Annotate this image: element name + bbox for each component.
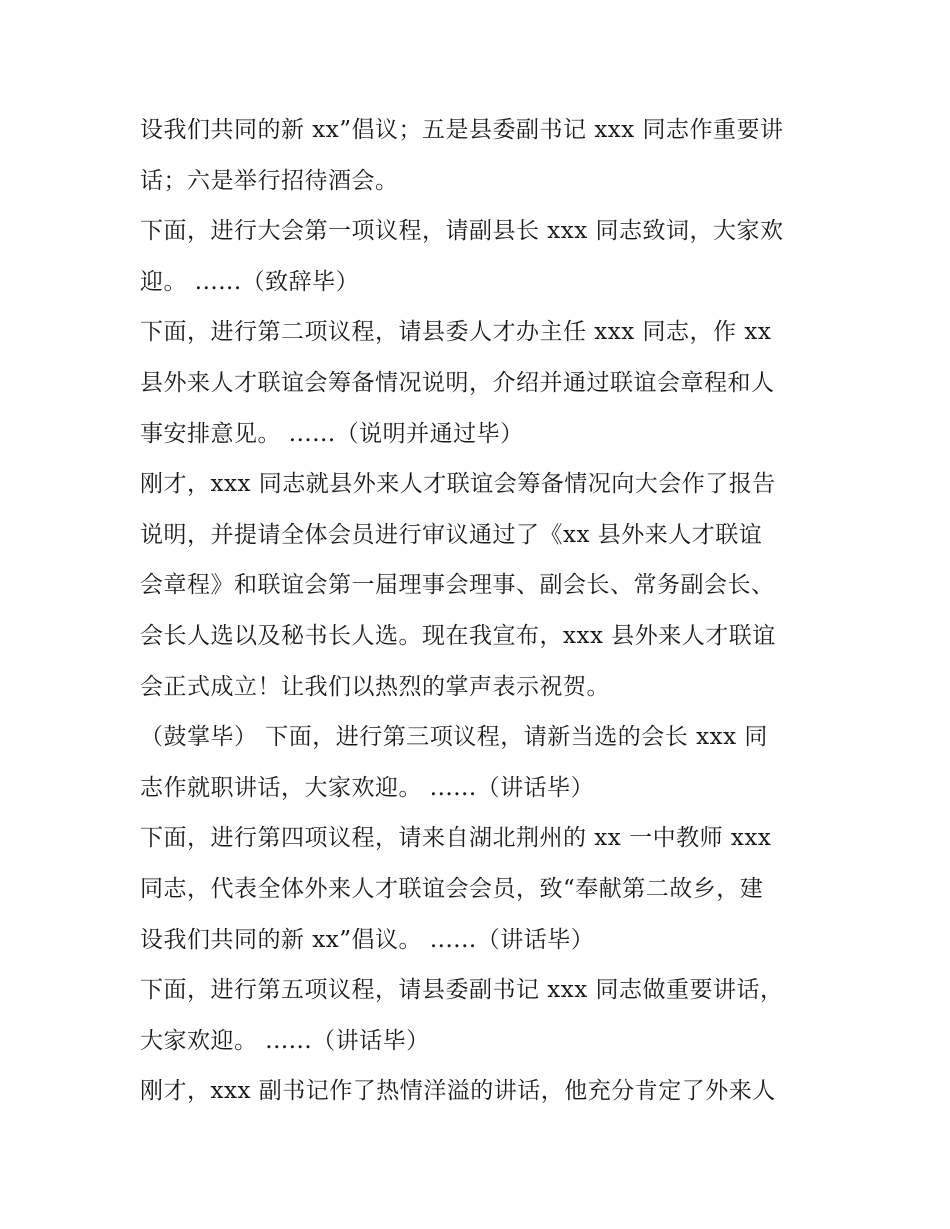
text-line: 迎。 ......（致辞毕） — [140, 268, 360, 295]
text-line: 会正式成立！让我们以热烈的掌声表示祝贺。 — [140, 673, 610, 700]
text-line: 话；六是举行招待酒会。 — [140, 167, 399, 194]
text-line: 刚才，xxx 副书记作了热情洋溢的讲话，他充分肯定了外来人 — [140, 1078, 776, 1105]
text-line: 设我们共同的新 xx”倡议。 ......（讲话毕） — [140, 926, 595, 953]
text-line: 说明，并提请全体会员进行审议通过了《xx 县外来人才联谊 — [140, 521, 763, 548]
text-line: 事安排意见。 ......（说明并通过毕） — [140, 420, 524, 447]
text-line: 刚才，xxx 同志就县外来人才联谊会筹备情况向大会作了报告 — [140, 471, 776, 498]
text-line: 会章程》和联谊会第一届理事会理事、副会长、常务副会长、 — [140, 572, 775, 599]
text-line: 下面，进行大会第一项议程，请副县长 xxx 同志致词，大家欢 — [140, 218, 784, 245]
text-line: 志作就职讲话，大家欢迎。 ......（讲话毕） — [140, 774, 595, 801]
document-body — [140, 105, 820, 1117]
text-line: 下面，进行第四项议程，请来自湖北荆州的 xx 一中教师 xxx — [140, 825, 772, 852]
text-line: 县外来人才联谊会筹备情况说明，介绍并通过联谊会章程和人 — [140, 369, 775, 396]
text-line: 同志，代表全体外来人才联谊会会员，致“奉献第二故乡，建 — [140, 875, 764, 902]
text-line: （鼓掌毕） 下面，进行第三项议程，请新当选的会长 xxx 同 — [140, 724, 768, 751]
text-line: 下面，进行第二项议程，请县委人才办主任 xxx 同志，作 xx — [140, 319, 772, 346]
text-line: 下面，进行第五项议程，请县委副书记 xxx 同志做重要讲话， — [140, 977, 784, 1004]
text-line: 大家欢迎。 ......（讲话毕） — [140, 1027, 430, 1054]
text-line: 设我们共同的新 xx”倡议；五是县委副书记 xxx 同志作重要讲 — [140, 117, 784, 143]
text-line: 会长人选以及秘书长人选。现在我宣布，xxx 县外来人才联谊 — [140, 622, 776, 649]
